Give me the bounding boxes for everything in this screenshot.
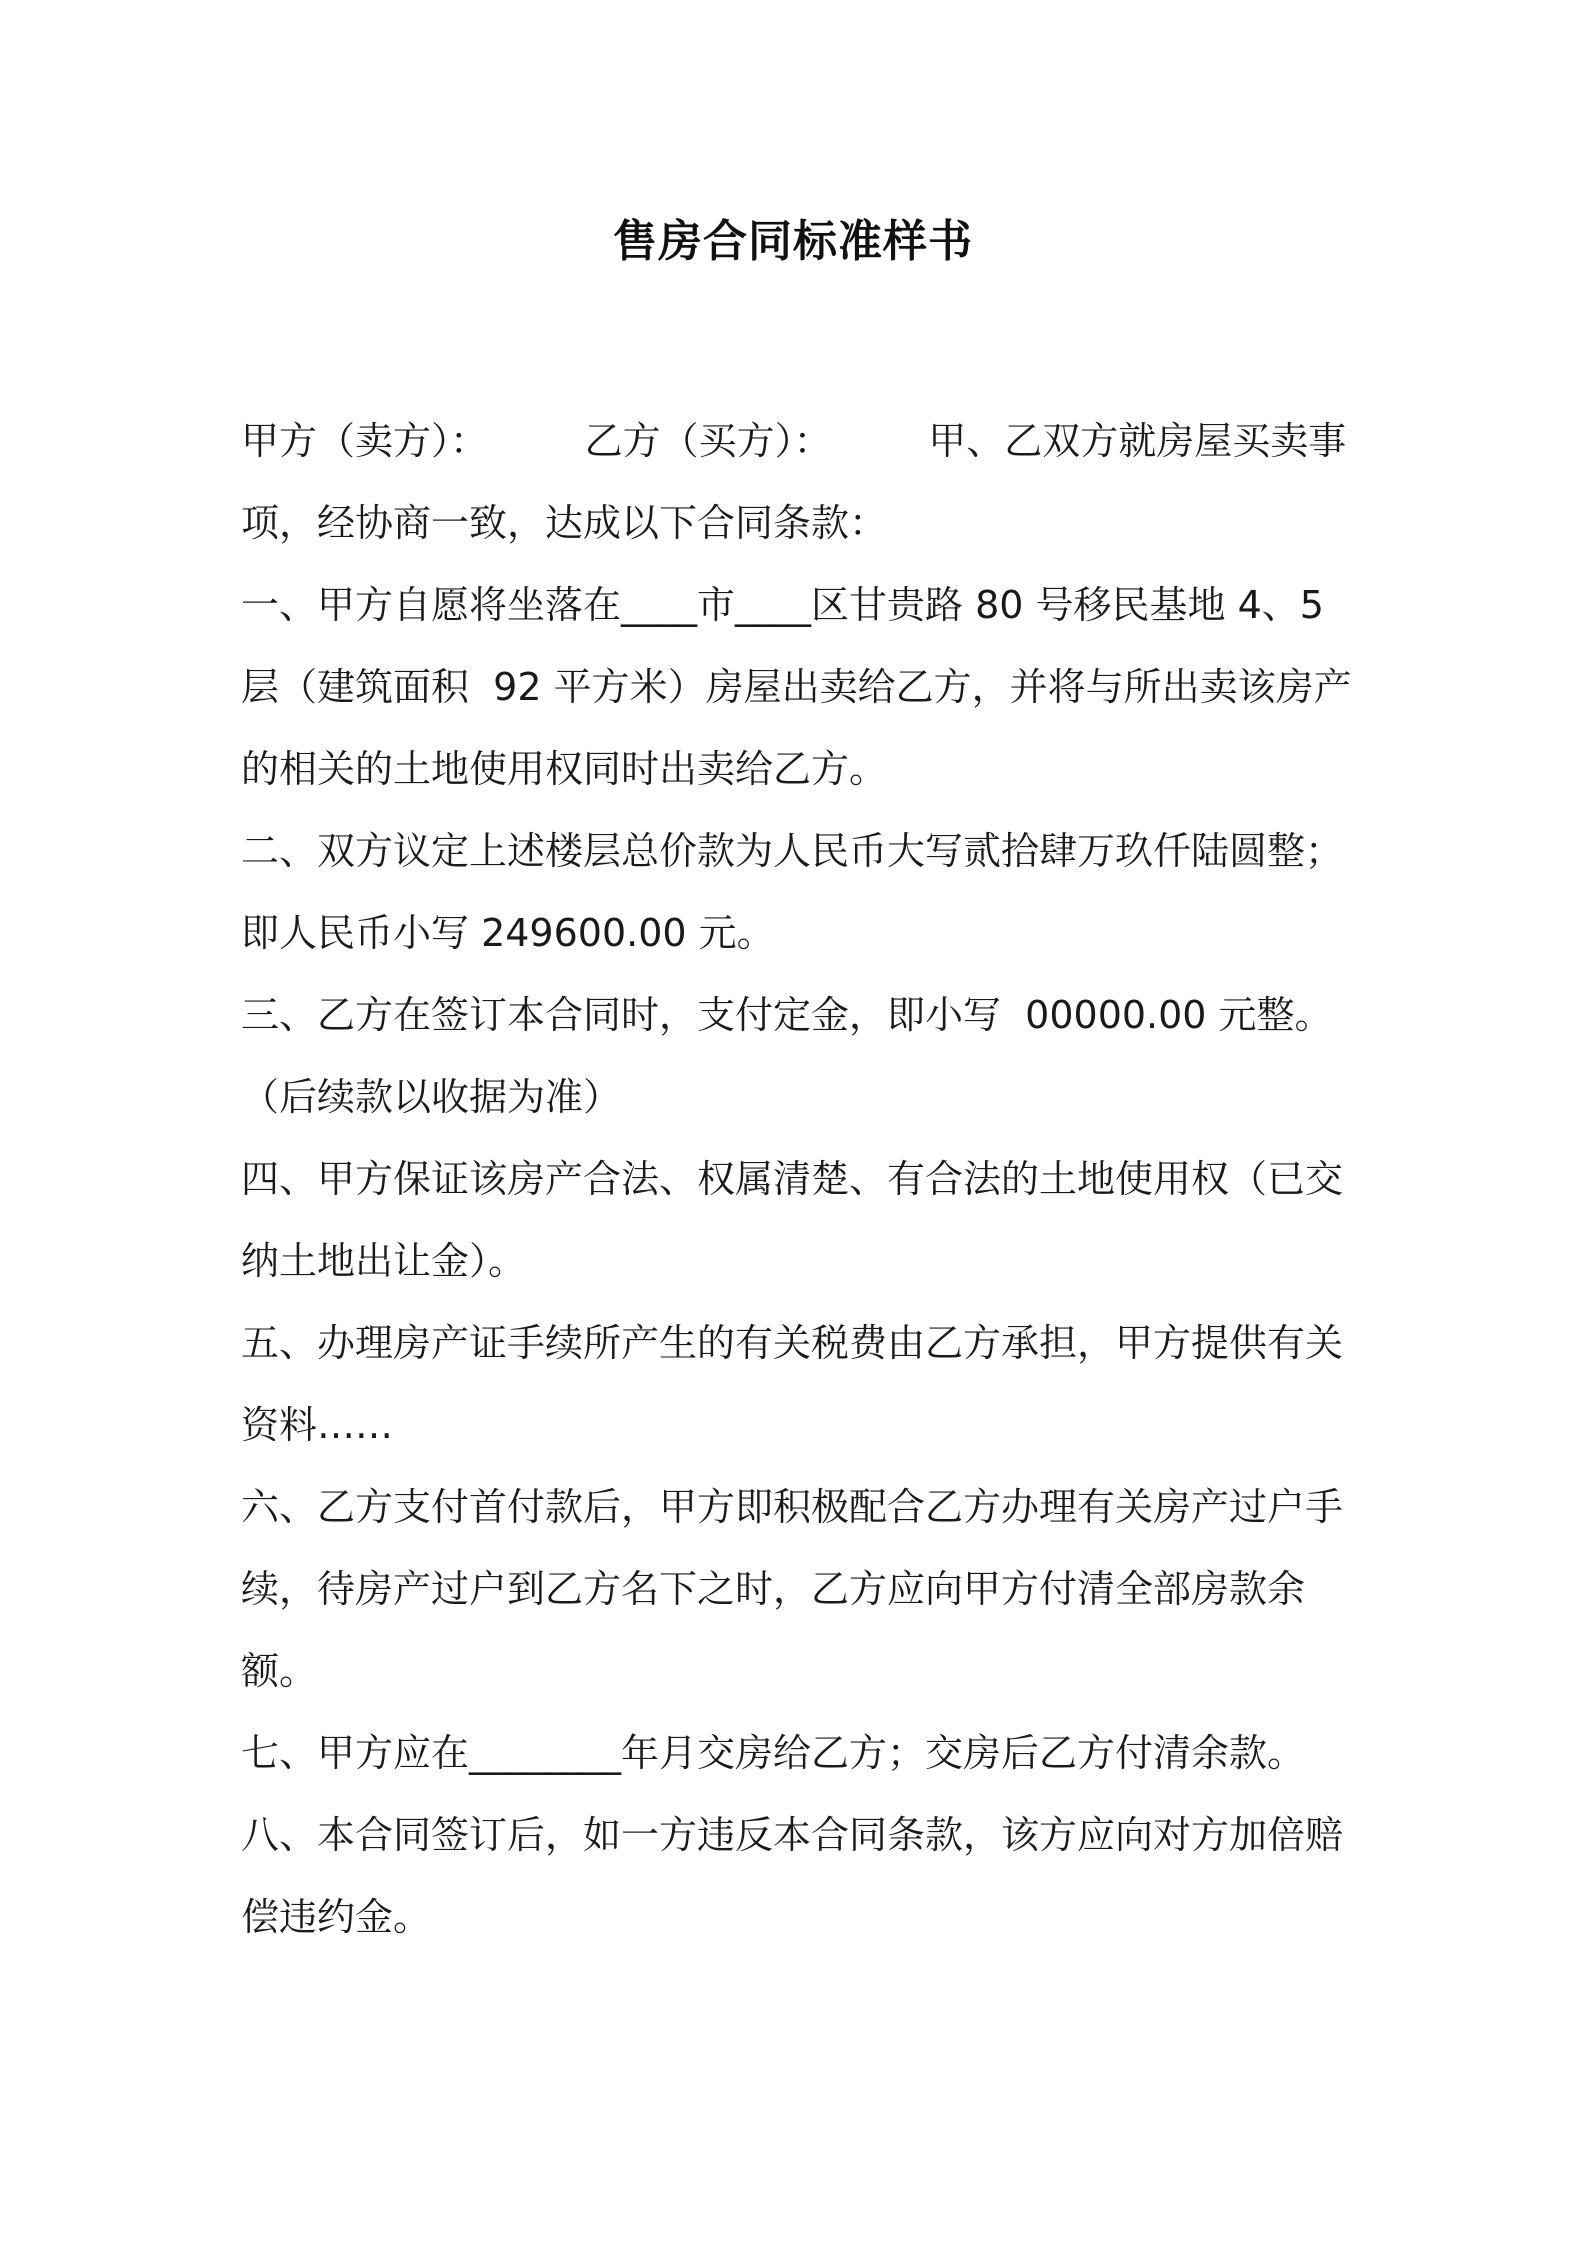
clause-1: 一、甲方自愿将坐落在____市____区甘贵路 80 号移民基地 4、5 层（建筑面积 92 平方米）房屋出卖给乙方，并将与所出卖该房产的相关的土地使用权同时出卖给乙方。 (241, 583, 1352, 791)
contract-body (241, 400, 1371, 1958)
clause-8: 八、本合同签订后，如一方违反本合同条款，该方应向对方加倍赔偿违约金。 (241, 1813, 1344, 1939)
clause-3: 三、乙方在签订本合同时，支付定金，即小写 00000.00 元整。（后续款以收据为准） (241, 993, 1333, 1119)
clause-7: 七、甲方应在________年月交房给乙方；交房后乙方付清余款。 (241, 1731, 1306, 1775)
clause-2: 二、双方议定上述楼层总价款为人民币大写贰拾肆万玖仟陆圆整；即人民币小写 249600.00 元。 (241, 829, 1344, 955)
clause-5: 五、办理房产证手续所产生的有关税费由乙方承担，甲方提供有关资料…… (241, 1321, 1344, 1447)
clause-6: 六、乙方支付首付款后，甲方即积极配合乙方办理有关房产过户手续，待房产过户到乙方名下之时，乙方应向甲方付清全部房款余额。 (241, 1485, 1344, 1693)
clause-4: 四、甲方保证该房产合法、权属清楚、有合法的土地使用权（已交纳土地出让金）。 (241, 1157, 1344, 1283)
parties-paragraph: 甲方（卖方）： 乙方（买方）： 甲、乙双方就房屋买卖事项，经协商一致，达成以下合同条款： (241, 419, 1347, 545)
document-title: 售房合同标准样书 (613, 216, 973, 267)
